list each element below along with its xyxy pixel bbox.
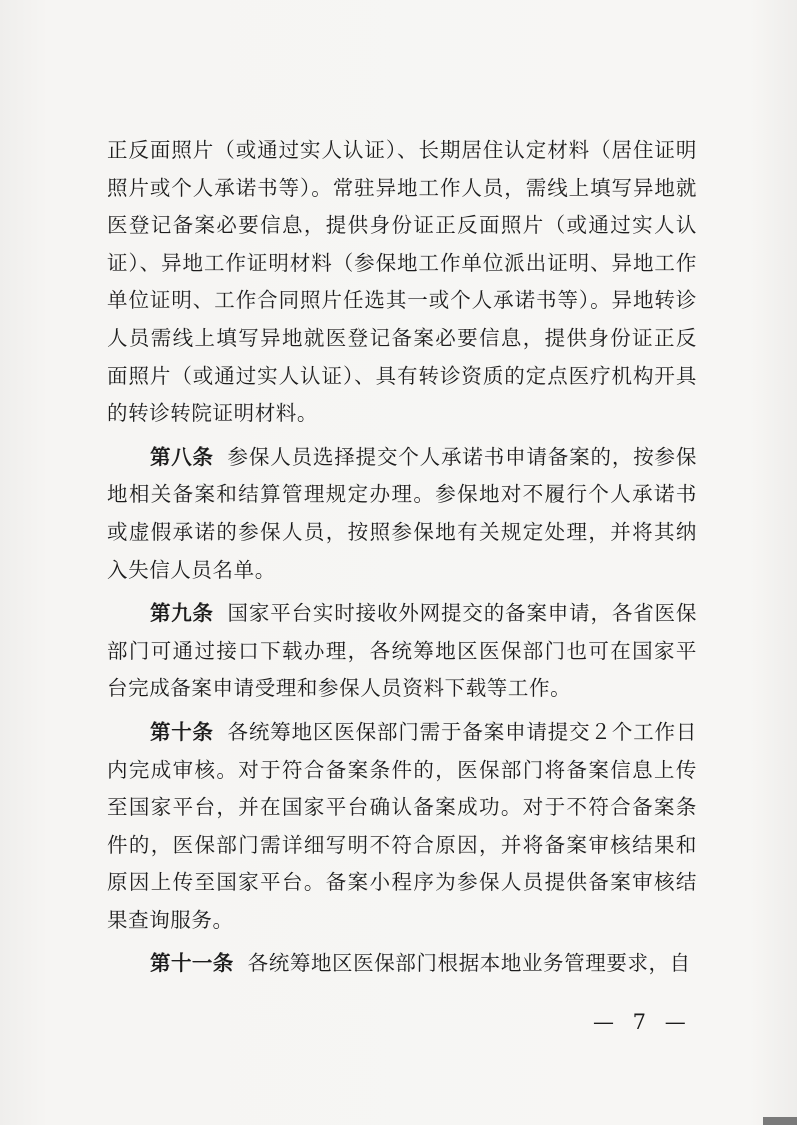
- article-8-paragraph: [107, 439, 697, 589]
- paragraph-body: 各统筹地区医保部门需于备案申请提交２个工作日内完成审核。对于符合备案条件的，医保部门将备案信息上传至国家平台，并在国家平台确认备案成功。对于不符合备案条件的，医保部门需详细写明不符合原因，并将备案审核结果和原因上传至国家平台。备案小程序为参保人员提供备案审核结果查询服务。: [107, 719, 698, 932]
- page-number: — 7 —: [593, 1010, 692, 1034]
- paragraph-body: 正反面照片（或通过实人认证）、长期居住认定材料（居住证明照片或个人承诺书等）。常驻异地工作人员，需线上填写异地就医登记备案必要信息，提供身份证正反面照片（或通过实人认证）、异地工作证明材料（参保地工作单位派出证明、异地工作单位证明、工作合同照片任选其一或个人承诺书等）。异地转诊人员需线上填写异地就医登记备案必要信息，提供身份证正反面照片（或通过实人认证）、具有转诊资质的定点医疗机构开具的转诊转院证明材料。: [107, 138, 697, 426]
- paragraph-body: 国家平台实时接收外网提交的备案申请，各省医保部门可通过接口下载办理，各统筹地区医保部门也可在国家平台完成备案申请受理和参保人员资料下载等工作。: [107, 601, 698, 701]
- article-10-paragraph: [107, 714, 697, 940]
- continuation-paragraph: [107, 132, 697, 433]
- scan-corner-mark: [763, 1117, 797, 1125]
- article-heading: 第十一条: [150, 951, 234, 976]
- article-9-paragraph: [107, 595, 697, 708]
- body-text: [107, 132, 697, 989]
- article-11-paragraph: [107, 945, 697, 983]
- paragraph-body: 参保人员选择提交个人承诺书申请备案的，按参保地相关备案和结算管理规定办理。参保地对不履行个人承诺书或虚假承诺的参保人员，按照参保地有关规定处理，并将其纳入失信人员名单。: [107, 444, 698, 582]
- paragraph-body: 各统筹地区医保部门根据本地业务管理要求，自: [247, 951, 691, 976]
- article-heading: 第九条: [150, 601, 214, 626]
- article-heading: 第八条: [150, 444, 214, 469]
- article-heading: 第十条: [150, 719, 214, 744]
